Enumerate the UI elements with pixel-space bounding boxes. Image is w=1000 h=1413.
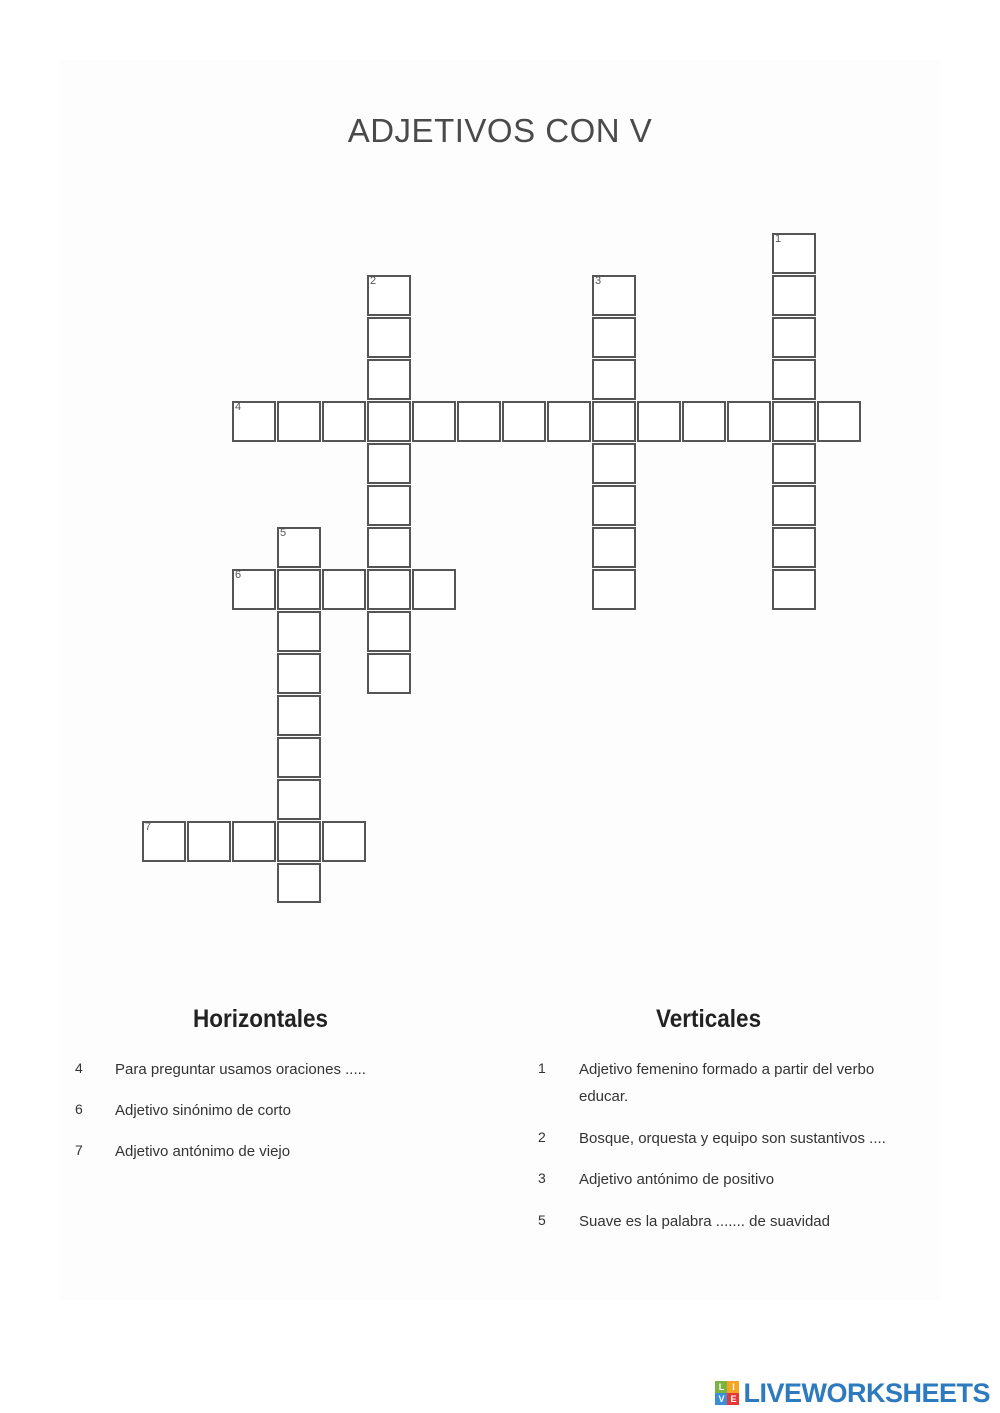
crossword-cell[interactable] bbox=[367, 443, 411, 484]
clue-number-4: 4 bbox=[235, 401, 242, 413]
crossword-cell[interactable] bbox=[277, 737, 321, 778]
clue-text: Para preguntar usamos oraciones ..... bbox=[115, 1061, 366, 1078]
clue-item bbox=[75, 1138, 495, 1168]
crossword-cell[interactable] bbox=[502, 401, 546, 442]
clue-item bbox=[75, 1097, 495, 1127]
crossword-cell[interactable] bbox=[322, 401, 366, 442]
crossword-cell[interactable] bbox=[412, 569, 456, 610]
logo-letter: V bbox=[715, 1393, 727, 1405]
clue-number: 4 bbox=[75, 1060, 83, 1076]
brand-name: LIVEWORKSHEETS bbox=[743, 1377, 990, 1408]
crossword-cell[interactable] bbox=[682, 401, 726, 442]
clue-number-1: 1 bbox=[775, 233, 782, 245]
crossword-cell[interactable] bbox=[367, 401, 411, 442]
clue-number: 6 bbox=[75, 1101, 83, 1117]
crossword-cell[interactable] bbox=[772, 359, 816, 400]
clue-item bbox=[538, 1208, 938, 1238]
crossword-cell[interactable] bbox=[637, 401, 681, 442]
page-title: ADJETIVOS CON V bbox=[347, 112, 653, 149]
clue-number: 5 bbox=[538, 1212, 546, 1228]
clue-number-3: 3 bbox=[595, 275, 602, 287]
crossword-cell[interactable] bbox=[727, 401, 771, 442]
clue-item bbox=[538, 1125, 938, 1155]
crossword-cell[interactable] bbox=[277, 611, 321, 652]
crossword-cell[interactable] bbox=[592, 401, 636, 442]
crossword-cell[interactable] bbox=[367, 275, 411, 316]
clue-number-7: 7 bbox=[145, 821, 152, 833]
clue-text-continued: educar. bbox=[579, 1088, 629, 1105]
clue-item bbox=[538, 1166, 938, 1196]
clue-text: Suave es la palabra ....... de suavidad bbox=[579, 1213, 830, 1230]
clue-text: Adjetivo sinónimo de corto bbox=[115, 1102, 291, 1119]
crossword-cell[interactable] bbox=[367, 569, 411, 610]
clue-number-6: 6 bbox=[235, 569, 242, 581]
vertical-clues-heading: Verticales bbox=[656, 1005, 762, 1033]
clue-number: 2 bbox=[538, 1129, 546, 1145]
crossword-cell[interactable] bbox=[457, 401, 501, 442]
crossword-cell[interactable] bbox=[592, 527, 636, 568]
clue-item bbox=[538, 1056, 938, 1116]
crossword-cell[interactable] bbox=[547, 401, 591, 442]
clue-text: Bosque, orquesta y equipo son sustantivos .... bbox=[579, 1130, 886, 1147]
crossword-cell[interactable] bbox=[367, 317, 411, 358]
crossword-cell[interactable] bbox=[277, 569, 321, 610]
logo-letter: L bbox=[715, 1381, 727, 1393]
clue-number-5: 5 bbox=[280, 527, 287, 539]
logo-letter: E bbox=[727, 1393, 739, 1405]
clue-text: Adjetivo antónimo de positivo bbox=[579, 1171, 775, 1188]
logo-letter: I bbox=[727, 1381, 739, 1393]
crossword-cell[interactable] bbox=[367, 359, 411, 400]
crossword-cell[interactable] bbox=[367, 485, 411, 526]
crossword-cell[interactable] bbox=[592, 275, 636, 316]
clue-number: 7 bbox=[75, 1142, 83, 1158]
crossword-cell[interactable] bbox=[277, 863, 321, 903]
crossword-cell[interactable] bbox=[772, 443, 816, 484]
horizontal-clues-heading: Horizontales bbox=[193, 1005, 329, 1033]
crossword-cell[interactable] bbox=[277, 695, 321, 736]
crossword-cell[interactable] bbox=[772, 275, 816, 316]
clue-text: Adjetivo femenino formado a partir del verbo bbox=[579, 1061, 875, 1078]
crossword-cell[interactable] bbox=[592, 443, 636, 484]
crossword-cell[interactable] bbox=[412, 401, 456, 442]
crossword-cell[interactable] bbox=[772, 569, 816, 610]
crossword-cell[interactable] bbox=[322, 821, 366, 862]
crossword-cell[interactable] bbox=[772, 485, 816, 526]
crossword-cell[interactable] bbox=[277, 779, 321, 820]
crossword-cell[interactable] bbox=[367, 611, 411, 652]
crossword-cell[interactable] bbox=[277, 401, 321, 442]
crossword-cell[interactable] bbox=[232, 821, 276, 862]
crossword-cell[interactable] bbox=[772, 401, 816, 442]
crossword-cell[interactable] bbox=[232, 401, 276, 442]
liveworksheets-brand bbox=[715, 1378, 990, 1408]
crossword-cell[interactable] bbox=[592, 485, 636, 526]
crossword-cell[interactable] bbox=[277, 821, 321, 862]
crossword-cell[interactable] bbox=[772, 527, 816, 568]
crossword-cell[interactable] bbox=[592, 569, 636, 610]
crossword-cell[interactable] bbox=[322, 569, 366, 610]
crossword-cell[interactable] bbox=[232, 569, 276, 610]
crossword-cell[interactable] bbox=[187, 821, 231, 862]
liveworksheets-logo-icon bbox=[715, 1381, 739, 1405]
crossword-cell[interactable] bbox=[592, 317, 636, 358]
crossword-cell[interactable] bbox=[592, 359, 636, 400]
crossword-cell[interactable] bbox=[277, 653, 321, 694]
clue-number-2: 2 bbox=[370, 275, 377, 287]
clue-text: Adjetivo antónimo de viejo bbox=[115, 1143, 291, 1160]
crossword-cell[interactable] bbox=[367, 653, 411, 694]
clue-number: 1 bbox=[538, 1060, 546, 1076]
crossword-cell[interactable] bbox=[142, 821, 186, 862]
crossword-cell[interactable] bbox=[817, 401, 861, 442]
clue-item bbox=[75, 1056, 495, 1086]
crossword-cell[interactable] bbox=[367, 527, 411, 568]
crossword-cell[interactable] bbox=[772, 233, 816, 274]
crossword-cell[interactable] bbox=[277, 527, 321, 568]
clue-number: 3 bbox=[538, 1170, 546, 1186]
crossword-cell[interactable] bbox=[772, 317, 816, 358]
